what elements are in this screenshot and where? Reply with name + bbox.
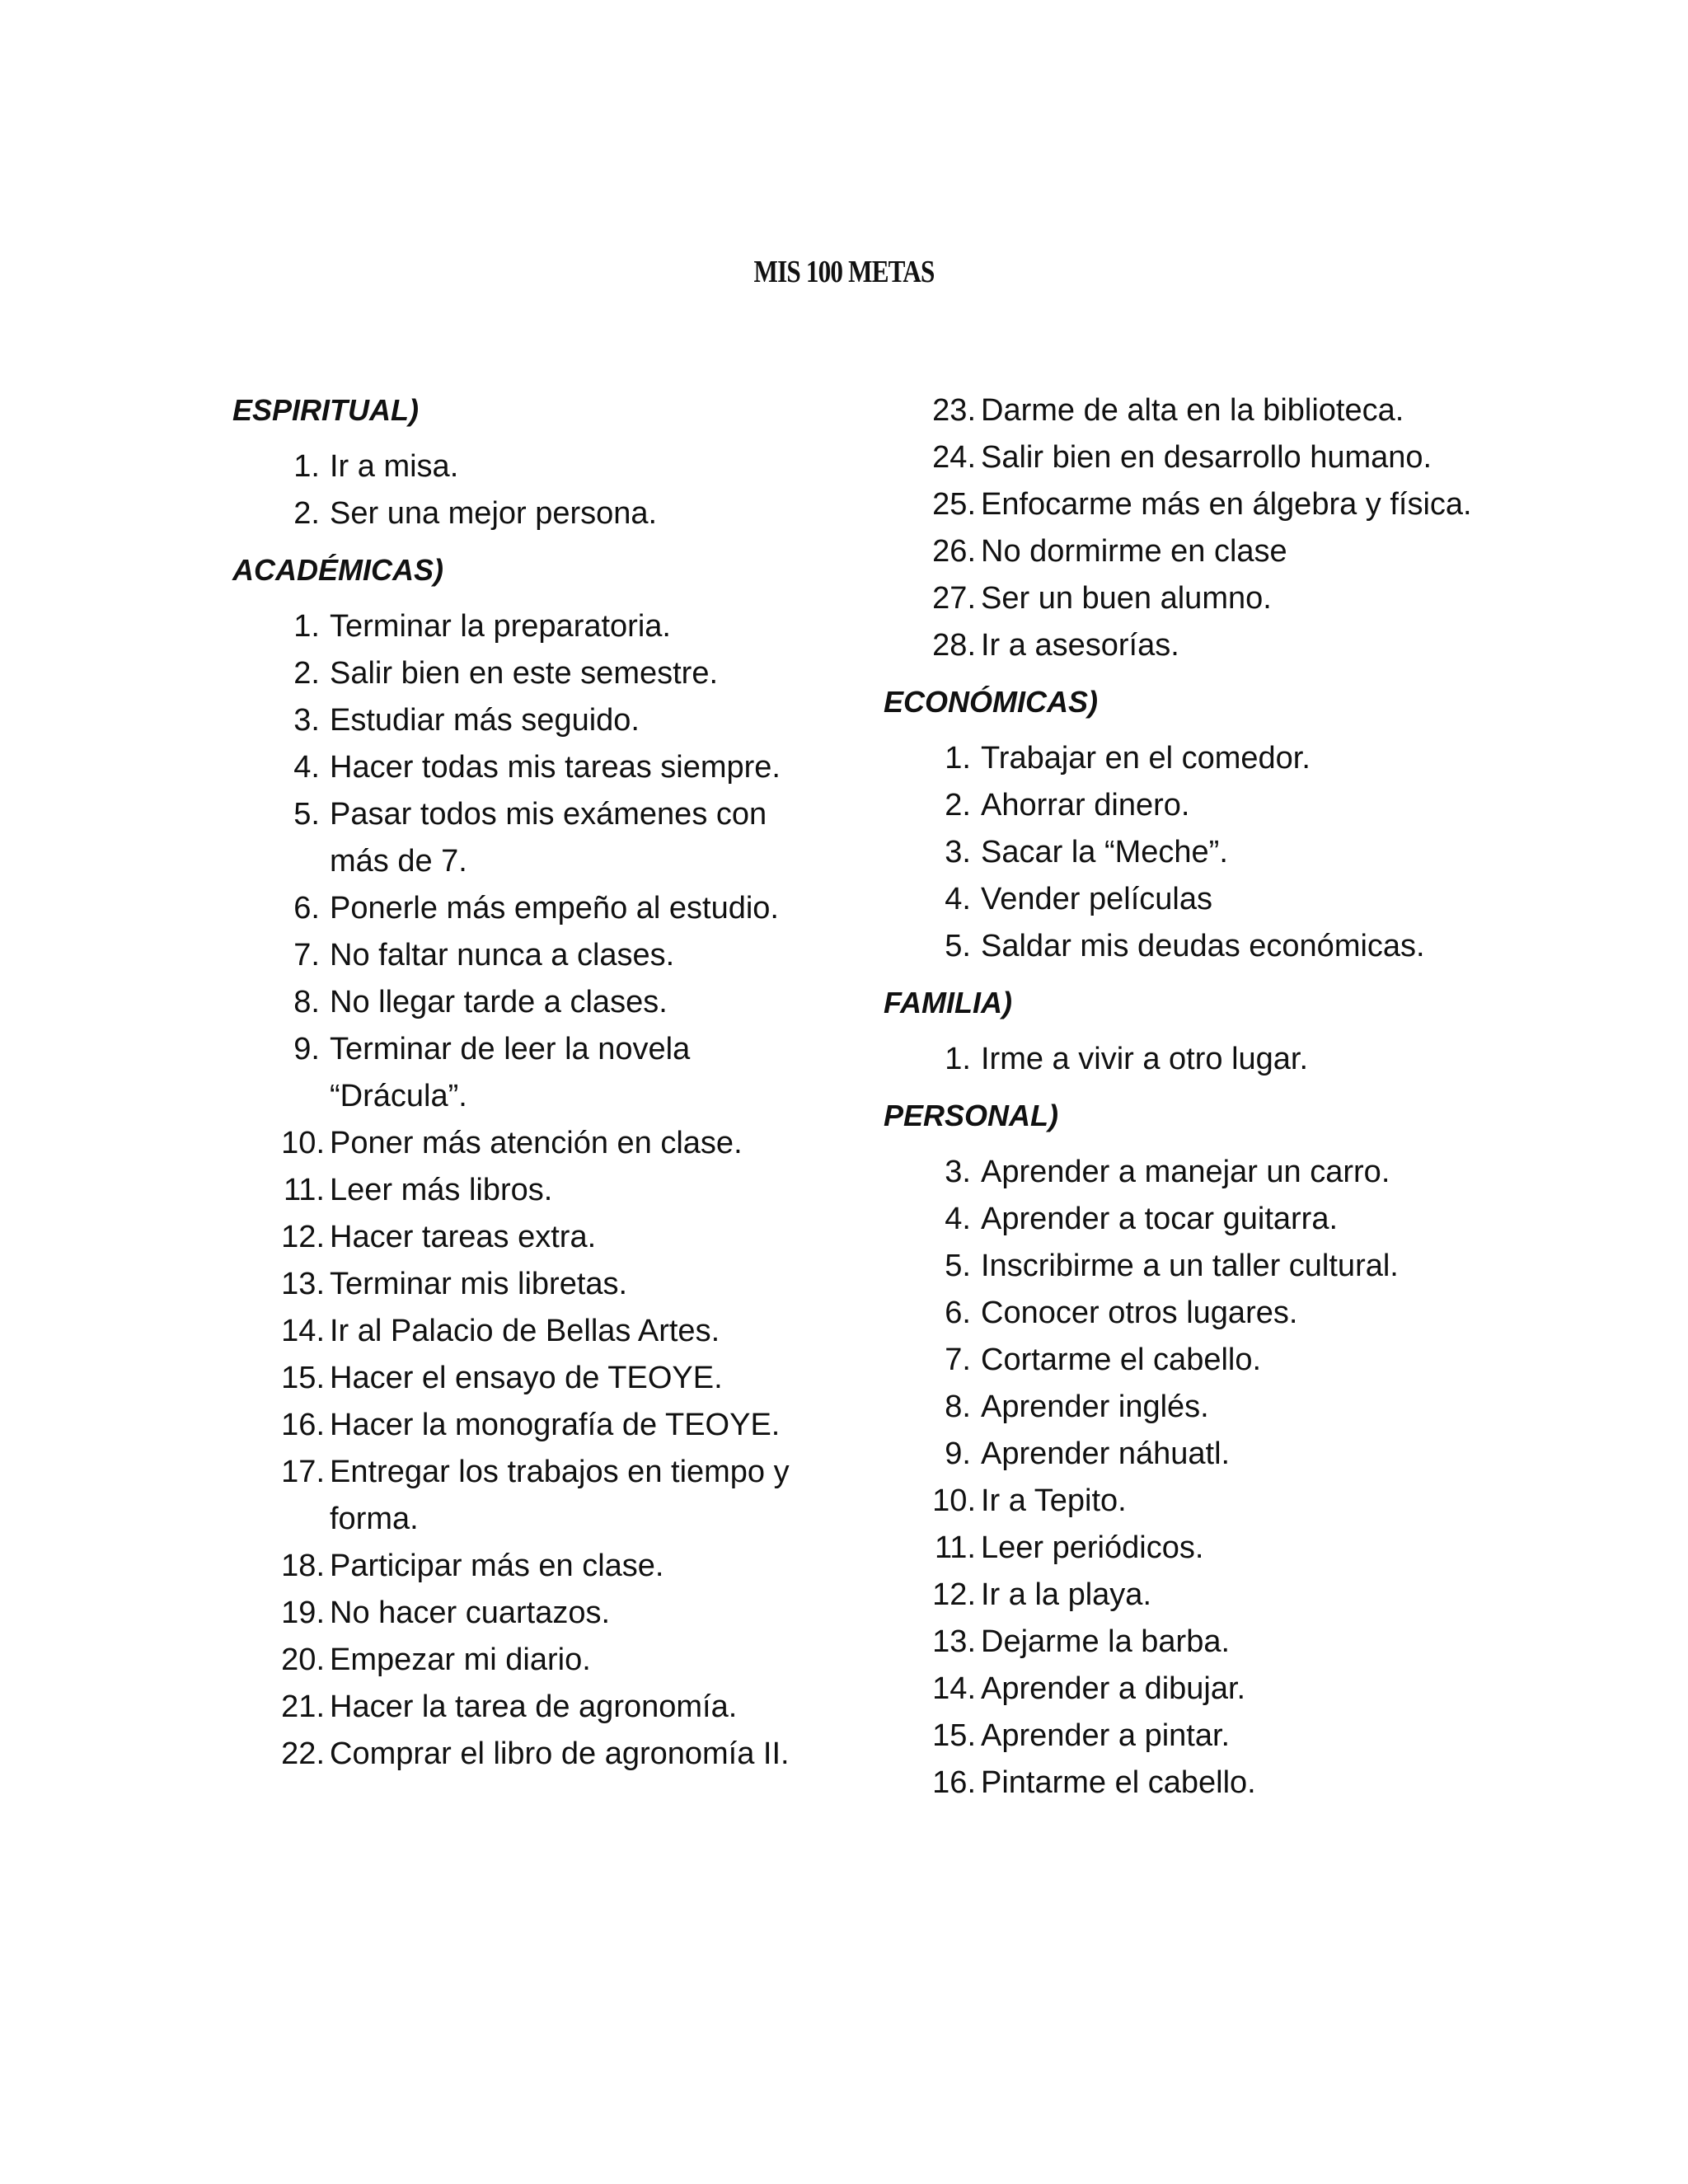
list-item bbox=[232, 443, 809, 490]
item-text: Terminar mis libretas. bbox=[330, 1267, 628, 1301]
item-number: 16. bbox=[932, 1765, 976, 1800]
goal-list bbox=[884, 1036, 1477, 1083]
item-text: Pintarme el cabello. bbox=[981, 1765, 1256, 1800]
list-item bbox=[232, 979, 809, 1026]
list-item bbox=[232, 1684, 809, 1731]
item-text: Hacer todas mis tareas siempre. bbox=[330, 750, 781, 785]
goal-list bbox=[232, 443, 809, 537]
right-column bbox=[884, 387, 1477, 1816]
item-number: 5. bbox=[293, 797, 320, 832]
item-number: 19. bbox=[281, 1596, 325, 1630]
item-text: Ser un buen alumno. bbox=[981, 581, 1272, 616]
item-text: Irme a vivir a otro lugar. bbox=[981, 1042, 1309, 1076]
list-item bbox=[232, 1543, 809, 1590]
list-item bbox=[232, 1214, 809, 1261]
list-item bbox=[232, 1026, 809, 1120]
list-item bbox=[884, 1149, 1477, 1196]
item-text: Ir a la playa. bbox=[981, 1577, 1151, 1612]
list-item bbox=[884, 1384, 1477, 1431]
list-item bbox=[884, 876, 1477, 923]
item-text: Ir a misa. bbox=[330, 449, 459, 484]
list-item bbox=[232, 1120, 809, 1167]
list-item bbox=[884, 1572, 1477, 1619]
item-number: 14. bbox=[932, 1671, 976, 1706]
list-item bbox=[232, 1402, 809, 1449]
page-title: MIS 100 METAS bbox=[753, 255, 935, 289]
item-text: Conocer otros lugares. bbox=[981, 1296, 1298, 1330]
item-text: Aprender a pintar. bbox=[981, 1718, 1231, 1753]
item-number: 4. bbox=[293, 750, 320, 785]
item-text: Saldar mis deudas económicas. bbox=[981, 929, 1425, 963]
list-item bbox=[884, 829, 1477, 876]
item-number: 15. bbox=[932, 1718, 976, 1753]
list-item bbox=[232, 791, 809, 885]
section-heading: ESPIRITUAL) bbox=[232, 393, 420, 427]
list-item bbox=[884, 735, 1477, 782]
item-number: 10. bbox=[932, 1483, 976, 1518]
item-text: Pasar todos mis exámenes con más de 7. bbox=[330, 797, 767, 879]
item-number: 11. bbox=[283, 1173, 325, 1207]
item-number: 1. bbox=[945, 1042, 971, 1076]
item-text: Hacer tareas extra. bbox=[330, 1220, 597, 1254]
item-text: Aprender a manejar un carro. bbox=[981, 1155, 1390, 1189]
item-text: Ir a Tepito. bbox=[981, 1483, 1127, 1518]
item-text: Estudiar más seguido. bbox=[330, 703, 640, 738]
list-item bbox=[232, 1449, 809, 1543]
item-number: 5. bbox=[945, 929, 971, 963]
item-number: 4. bbox=[945, 882, 971, 916]
list-item bbox=[884, 1760, 1477, 1807]
item-number: 1. bbox=[945, 741, 971, 776]
list-item bbox=[232, 1355, 809, 1402]
item-text: Salir bien en este semestre. bbox=[330, 656, 719, 691]
item-number: 3. bbox=[293, 703, 320, 738]
item-number: 24. bbox=[932, 440, 976, 475]
item-number: 6. bbox=[293, 891, 320, 926]
item-text: Aprender inglés. bbox=[981, 1390, 1209, 1424]
item-text: Ser una mejor persona. bbox=[330, 496, 658, 531]
item-text: Sacar la “Meche”. bbox=[981, 835, 1228, 869]
list-item bbox=[884, 1431, 1477, 1478]
item-text: No faltar nunca a clases. bbox=[330, 938, 675, 972]
item-number: 22. bbox=[281, 1736, 325, 1771]
item-text: Inscribirme a un taller cultural. bbox=[981, 1249, 1399, 1283]
list-item bbox=[232, 603, 809, 650]
item-text: Terminar la preparatoria. bbox=[330, 609, 671, 644]
list-item bbox=[884, 1666, 1477, 1713]
item-number: 12. bbox=[932, 1577, 976, 1612]
item-text: Trabajar en el comedor. bbox=[981, 741, 1311, 776]
item-number: 8. bbox=[293, 985, 320, 1019]
item-number: 14. bbox=[281, 1314, 325, 1348]
item-number: 9. bbox=[293, 1032, 320, 1066]
list-item bbox=[884, 923, 1477, 970]
item-text: Salir bien en desarrollo humano. bbox=[981, 440, 1432, 475]
item-number: 15. bbox=[281, 1361, 325, 1395]
list-item bbox=[884, 782, 1477, 829]
item-text: Darme de alta en la biblioteca. bbox=[981, 393, 1404, 428]
item-number: 5. bbox=[945, 1249, 971, 1283]
list-item bbox=[232, 1308, 809, 1355]
item-number: 11. bbox=[934, 1530, 976, 1565]
item-number: 21. bbox=[281, 1690, 325, 1724]
list-item bbox=[232, 744, 809, 791]
list-item bbox=[884, 1036, 1477, 1083]
item-number: 17. bbox=[281, 1455, 325, 1489]
item-number: 18. bbox=[281, 1549, 325, 1583]
item-text: Terminar de leer la novela “Drácula”. bbox=[330, 1032, 691, 1113]
list-item bbox=[232, 885, 809, 932]
left-column bbox=[232, 387, 809, 1788]
list-item bbox=[232, 1637, 809, 1684]
item-number: 16. bbox=[281, 1408, 325, 1442]
list-item bbox=[232, 1590, 809, 1637]
item-text: Entregar los trabajos en tiempo y forma. bbox=[330, 1455, 790, 1536]
item-number: 10. bbox=[281, 1126, 325, 1160]
list-item bbox=[884, 1196, 1477, 1243]
item-text: Cortarme el cabello. bbox=[981, 1343, 1262, 1377]
list-item bbox=[232, 1167, 809, 1214]
item-number: 1. bbox=[293, 449, 320, 484]
list-item bbox=[884, 481, 1477, 528]
item-number: 6. bbox=[945, 1296, 971, 1330]
item-text: No llegar tarde a clases. bbox=[330, 985, 668, 1019]
item-number: 2. bbox=[293, 656, 320, 691]
goal-list bbox=[232, 603, 809, 1778]
item-text: Poner más atención en clase. bbox=[330, 1126, 743, 1160]
item-text: Aprender náhuatl. bbox=[981, 1436, 1231, 1471]
item-text: Leer periódicos. bbox=[981, 1530, 1204, 1565]
section-heading: FAMILIA) bbox=[884, 986, 1012, 1019]
item-number: 3. bbox=[945, 1155, 971, 1189]
item-number: 2. bbox=[945, 788, 971, 823]
item-number: 23. bbox=[932, 393, 976, 428]
list-item bbox=[884, 575, 1477, 622]
item-text: Empezar mi diario. bbox=[330, 1643, 591, 1677]
list-item bbox=[232, 490, 809, 537]
item-text: Leer más libros. bbox=[330, 1173, 553, 1207]
item-number: 27. bbox=[932, 581, 976, 616]
list-item bbox=[884, 1478, 1477, 1525]
section-heading: PERSONAL) bbox=[884, 1099, 1059, 1132]
item-text: Ir a asesorías. bbox=[981, 628, 1179, 663]
item-number: 3. bbox=[945, 835, 971, 869]
item-number: 28. bbox=[932, 628, 976, 663]
item-number: 9. bbox=[945, 1436, 971, 1471]
item-number: 2. bbox=[293, 496, 320, 531]
item-number: 7. bbox=[293, 938, 320, 972]
item-text: Vender películas bbox=[981, 882, 1212, 916]
item-text: Ir al Palacio de Bellas Artes. bbox=[330, 1314, 720, 1348]
goal-list bbox=[884, 1149, 1477, 1807]
item-text: Comprar el libro de agronomía II. bbox=[330, 1736, 790, 1771]
item-number: 1. bbox=[293, 609, 320, 644]
list-item bbox=[884, 1619, 1477, 1666]
item-text: Aprender a tocar guitarra. bbox=[981, 1202, 1339, 1236]
item-number: 8. bbox=[945, 1390, 971, 1424]
item-text: Enfocarme más en álgebra y física. bbox=[981, 487, 1472, 522]
item-text: Participar más en clase. bbox=[330, 1549, 664, 1583]
item-number: 13. bbox=[932, 1624, 976, 1659]
section-heading: ECONÓMICAS) bbox=[884, 685, 1098, 719]
item-number: 7. bbox=[945, 1343, 971, 1377]
list-item bbox=[884, 1713, 1477, 1760]
item-text: Hacer el ensayo de TEOYE. bbox=[330, 1361, 723, 1395]
list-item bbox=[884, 387, 1477, 434]
list-item bbox=[232, 932, 809, 979]
item-number: 26. bbox=[932, 534, 976, 569]
list-item bbox=[232, 650, 809, 697]
item-text: Ahorrar dinero. bbox=[981, 788, 1190, 823]
list-item bbox=[232, 1261, 809, 1308]
goal-list bbox=[884, 735, 1477, 970]
item-text: Hacer la monografía de TEOYE. bbox=[330, 1408, 781, 1442]
list-item bbox=[884, 1525, 1477, 1572]
item-text: No dormirme en clase bbox=[981, 534, 1287, 569]
list-item bbox=[884, 1290, 1477, 1337]
item-number: 13. bbox=[281, 1267, 325, 1301]
item-text: Hacer la tarea de agronomía. bbox=[330, 1690, 738, 1724]
list-item bbox=[232, 697, 809, 744]
item-number: 4. bbox=[945, 1202, 971, 1236]
item-text: Aprender a dibujar. bbox=[981, 1671, 1246, 1706]
list-item bbox=[884, 1337, 1477, 1384]
list-item bbox=[232, 1731, 809, 1778]
item-number: 20. bbox=[281, 1643, 325, 1677]
item-text: No hacer cuartazos. bbox=[330, 1596, 611, 1630]
item-number: 12. bbox=[281, 1220, 325, 1254]
list-item bbox=[884, 434, 1477, 481]
item-text: Dejarme la barba. bbox=[981, 1624, 1231, 1659]
goal-list bbox=[884, 387, 1477, 669]
section-heading: ACADÉMICAS) bbox=[232, 553, 443, 587]
item-number: 25. bbox=[932, 487, 976, 522]
list-item bbox=[884, 1243, 1477, 1290]
list-item bbox=[884, 622, 1477, 669]
list-item bbox=[884, 528, 1477, 575]
item-text: Ponerle más empeño al estudio. bbox=[330, 891, 779, 926]
